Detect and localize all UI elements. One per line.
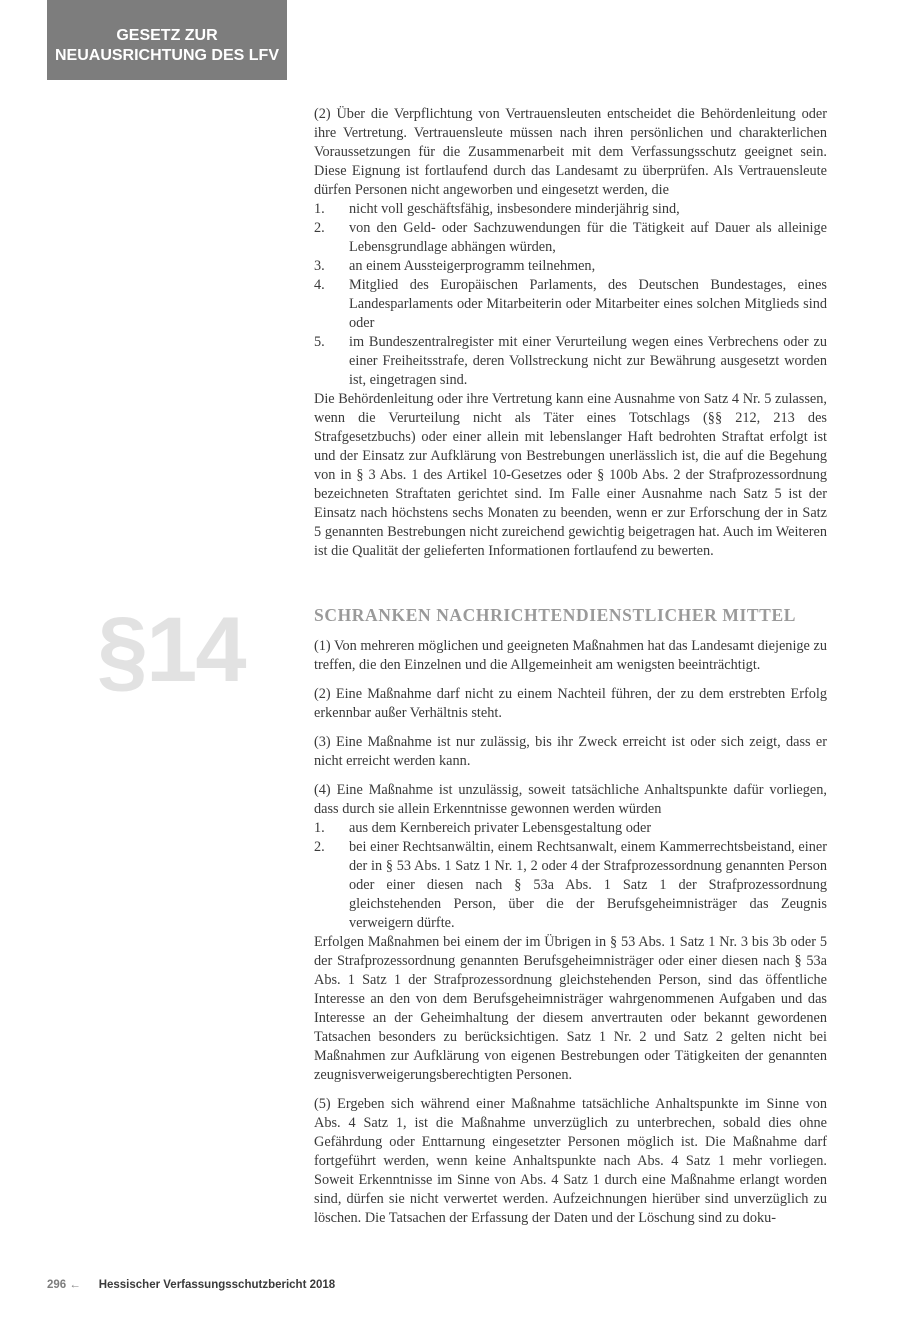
section-paragraph-4-after: Erfolgen Maßnahmen bei einem der im Übrigen in § 53 Abs. 1 Satz 1 Nr. 3 bis 3b oder 5 der Strafprozessordnung genannten Berufsgeheimnisträger oder einer diesen nach § 53a Abs. 1 Satz 1 der Strafprozessordnung gleichstehenden Person, sind das öffentliche Interesse an den von dem Berufsgeheimnisträger wahrgenommenen Aufgaben und das Interesse an der Geheimhaltung der diesem anvertrauten oder bekannt gewordenen Tatsachen besonders zu berücksichtigen. Satz 1 Nr. 2 und Satz 2 gelten nicht bei Maßnahmen zur Aufklärung von eigenen Bestrebungen oder Tätigkeiten der genannten zeugnisverweigerungsberechtigten Personen. (314, 934, 827, 1083)
list-item-number: 5. (314, 334, 325, 350)
chapter-header-line-1: GESETZ ZUR (116, 27, 218, 44)
list-item (314, 200, 827, 219)
list-item (314, 219, 827, 257)
page-number: 296 (47, 1279, 67, 1291)
section-number: §14 (97, 599, 245, 701)
section-paragraph-2: (2) Eine Maßnahme darf nicht zu einem Nachteil führen, der zu dem erstrebten Erfolg erkennbar außer Verhältnis steht. (314, 686, 827, 721)
list-item-text: an einem Aussteigerprogramm teilnehmen, (349, 258, 596, 274)
section-paragraph-3: (3) Eine Maßnahme ist nur zulässig, bis ihr Zweck erreicht ist oder sich zeigt, dass er nicht erreicht werden kann. (314, 734, 827, 769)
arrow-left-icon: ← (69, 1279, 81, 1291)
list-item-number: 2. (314, 220, 325, 236)
intro-list (314, 200, 827, 390)
list-item (314, 333, 827, 390)
list-item-text: Mitglied des Europäischen Parlaments, des Deutschen Bundestages, eines Landesparlaments oder Mitarbeiterin oder Mitarbeiter eines solchen Mitglieds sind oder (349, 277, 827, 331)
main-content (314, 105, 827, 1228)
list-item-text: nicht voll geschäftsfähig, insbesondere minderjährig sind, (349, 201, 680, 217)
section-paragraph-5: (5) Ergeben sich während einer Maßnahme tatsächliche Anhaltspunkte im Sinne von Abs. 4 Satz 1, ist die Maßnahme unverzüglich zu unterbrechen, sobald dies ohne Gefährdung oder Enttarnung eingesetzter Personen möglich ist. Die Maßnahme darf fortgeführt werden, wenn keine Anhaltspunkte nach Abs. 4 Satz 1 mehr vorliegen. Soweit Erkenntnisse im Sinne von Abs. 4 Satz 1 durch eine Maßnahme erlangt worden sind, dürfen sie nicht verwertet werden. Aufzeichnungen hierüber sind unverzüglich zu löschen. Die Tatsachen der Erfassung der Daten und der Löschung sind zu doku- (314, 1096, 827, 1226)
section-paragraph-1: (1) Von mehreren möglichen und geeigneten Maßnahmen hat das Landesamt diejenige zu treffen, die den Einzelnen und die Allgemeinheit am wenigsten beeinträchtigt. (314, 638, 827, 673)
publication-title: Hessischer Verfassungsschutzbericht 2018 (98, 1279, 336, 1291)
intro-after-paragraph: Die Behördenleitung oder ihre Vertretung kann eine Ausnahme von Satz 4 Nr. 5 zulassen, wenn die Verurteilung nicht als Täter eines Totschlags (§§ 212, 213 des Strafgesetzbuchs) oder einer allein mit lebenslanger Haft bedrohten Straftat erfolgt ist und der Einsatz zur Aufklärung von Bestrebungen unerlässlich ist, die auf die Begehung von in § 3 Abs. 1 des Artikel 10-Gesetzes oder § 100b Abs. 2 der Strafprozessordnung bezeichneten Straftaten gerichtet sind. Im Falle einer Ausnahme nach Satz 5 ist der Einsatz nach höchstens sechs Monaten zu beenden, wenn er zur Erforschung der in Satz 5 genannten Bestrebungen nicht zureichend gewichtig beigetragen hat. Auch im Weiteren ist die Qualität der gelieferten Informationen fortlaufend zu bewerten. (314, 391, 827, 559)
list-item (314, 276, 827, 333)
intro-paragraph: (2) Über die Verpflichtung von Vertrauensleuten entscheidet die Behördenleitung oder ihre Vertretung. Vertrauensleute müssen nach ihren persönlichen und charakterlichen Voraussetzungen für die Zusammenarbeit mit dem Verfassungsschutz geeignet sein. Diese Eignung ist fortlaufend durch das Landesamt zu überprüfen. Als Vertrauensleute dürfen Personen nicht angeworben und eingesetzt werden, die (314, 106, 827, 198)
list-item-text: aus dem Kernbereich privater Lebensgestaltung oder (349, 820, 652, 836)
section-paragraph-4: (4) Eine Maßnahme ist unzulässig, soweit tatsächliche Anhaltspunkte dafür vorliegen, dass durch sie allein Erkenntnisse gewonnen werden würden (314, 782, 827, 817)
list-item-number: 2. (314, 839, 325, 855)
list-item-number: 3. (314, 258, 325, 274)
list-item-number: 1. (314, 820, 325, 836)
list-item (314, 838, 827, 933)
chapter-header-line-2: NEUAUSRICHTUNG DES LFV (54, 47, 279, 64)
section-list (314, 819, 827, 933)
list-item-text: bei einer Rechtsanwältin, einem Rechtsanwalt, einem Kammerrechtsbeistand, einer der in § 53 Abs. 1 Satz 1 Nr. 1, 2 oder 4 der Strafprozessordnung genannten Person oder einer diesen nach § 53a Abs. 1 Satz 1 der Strafprozessordnung gleichstehenden Person, über die der Berufsgeheimnisträger das Zeugnis verweigern dürfte. (349, 839, 827, 931)
chapter-header (47, 0, 287, 80)
list-item-number: 4. (314, 277, 325, 293)
list-item-text: im Bundeszentralregister mit einer Verurteilung wegen eines Verbrechens oder zu einer Freiheitsstrafe, deren Vollstreckung nicht zur Bewährung ausgesetzt worden ist, eingetragen sind. (349, 334, 827, 388)
list-item (314, 819, 827, 838)
section-heading: SCHRANKEN NACHRICHTENDIENSTLICHER MITTEL (314, 605, 796, 625)
page-footer (47, 1279, 335, 1291)
list-item (314, 257, 827, 276)
list-item-number: 1. (314, 201, 325, 217)
list-item-text: von den Geld- oder Sachzuwendungen für die Tätigkeit auf Dauer als alleinige Lebensgrundlage abhängen würden, (349, 220, 827, 255)
